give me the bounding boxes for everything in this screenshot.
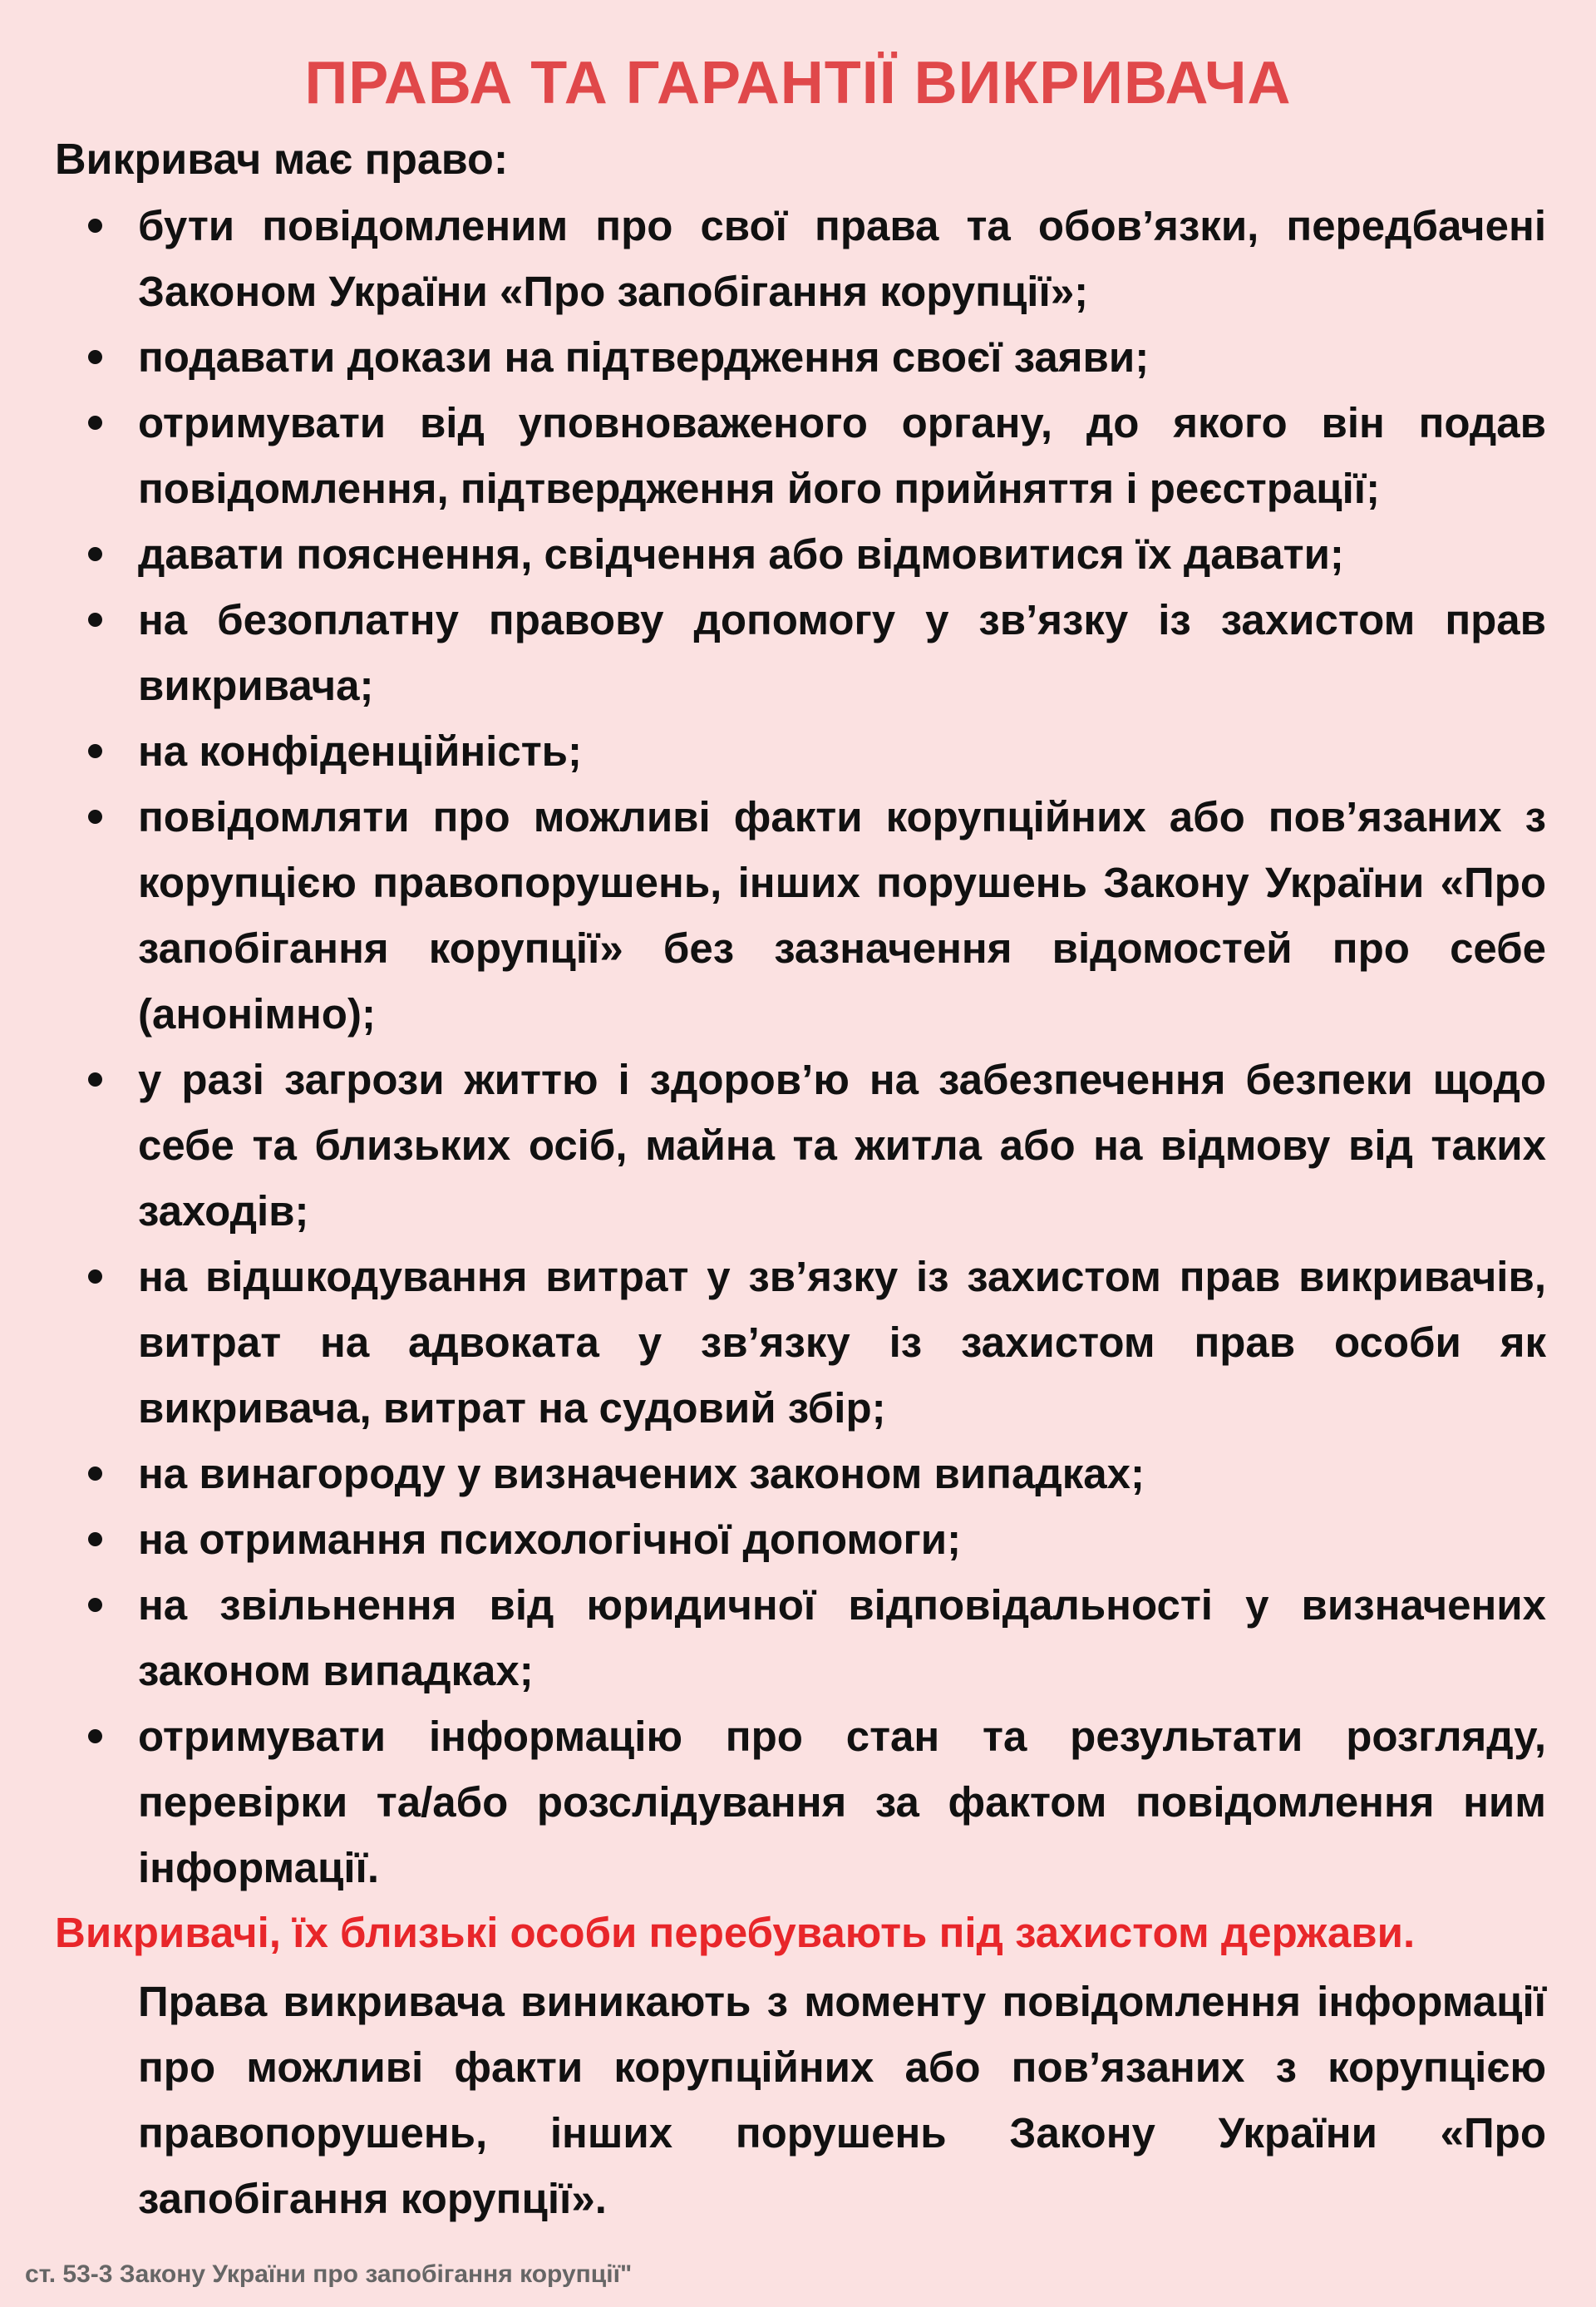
list-item bbox=[83, 718, 1546, 784]
list-item-text: на винагороду у визначених законом випадках; bbox=[138, 1450, 1145, 1497]
list-item bbox=[83, 324, 1546, 390]
list-item-text: повідомляти про можливі факти корупційних або пов’язаних з корупцією правопорушень, інших порушень Закону України «Про запобігання корупції» без зазначення відомостей про себе (анонімно); bbox=[138, 793, 1546, 1038]
bullet-icon bbox=[88, 613, 102, 627]
list-item-text: отримувати від уповноваженого органу, до якого він подав повідомлення, підтвердження його прийняття і реєстрації; bbox=[138, 399, 1546, 512]
list-item-text: на конфіденційність; bbox=[138, 727, 583, 775]
bullet-icon bbox=[88, 1072, 102, 1087]
list-item bbox=[83, 587, 1546, 718]
bullet-icon bbox=[88, 219, 102, 233]
list-item-text: отримувати інформацію про стан та результати розгляду, перевірки та/або розслідування за фактом повідомлення ним інформації. bbox=[138, 1713, 1546, 1891]
list-item-text: давати пояснення, свідчення або відмовитися їх давати; bbox=[138, 530, 1344, 578]
bullet-icon bbox=[88, 1269, 102, 1284]
rights-intro: Викривач має право: bbox=[55, 136, 509, 184]
bullet-icon bbox=[88, 416, 102, 430]
list-item-text: бути повідомленим про свої права та обов’язки, передбачені Законом України «Про запобігання корупції»; bbox=[138, 202, 1546, 315]
list-item-text: у разі загрози життю і здоров’ю на забезпечення безпеки щодо себе та близьких осіб, майна та житла або на відмову від таких заходів; bbox=[138, 1056, 1546, 1235]
footer-source-note: ст. 53-3 Закону України про запобігання корупції" bbox=[25, 2260, 633, 2288]
list-item bbox=[83, 1506, 1546, 1572]
list-item-text: подавати докази на підтвердження своєї заяви; bbox=[138, 333, 1150, 381]
list-item-text: на звільнення від юридичної відповідальності у визначених законом випадках; bbox=[138, 1581, 1546, 1694]
list-item bbox=[83, 1244, 1546, 1441]
protection-statement: Викривачі, їх близькі особи перебувають під захистом держави. bbox=[55, 1909, 1416, 1956]
bullet-icon bbox=[88, 744, 102, 758]
list-item bbox=[83, 1572, 1546, 1703]
bullet-icon bbox=[88, 810, 102, 824]
list-item-text: на відшкодування витрат у зв’язку із захистом прав викривачів, витрат на адвоката у зв’язку із захистом прав особи як викривача, витрат на судовий збір; bbox=[138, 1253, 1546, 1432]
list-item bbox=[83, 521, 1546, 587]
list-item-text: на отримання психологічної допомоги; bbox=[138, 1516, 962, 1563]
list-item bbox=[83, 784, 1546, 1047]
list-item-text: на безоплатну правову допомогу у зв’язку із захистом прав викривача; bbox=[138, 596, 1546, 709]
bullet-icon bbox=[88, 350, 102, 364]
list-item bbox=[83, 193, 1546, 324]
bullet-icon bbox=[88, 547, 102, 561]
rights-origin-paragraph: Права викривача виникають з моменту повідомлення інформації про можливі факти корупційних або пов’язаних з корупцією правопорушень, інших порушень Закону України «Про запобігання корупції». bbox=[138, 1978, 1546, 2222]
bullet-icon bbox=[88, 1729, 102, 1743]
rights-list bbox=[83, 193, 1546, 1900]
page-title: ПРАВА ТА ГАРАНТІЇ ВИКРИВАЧА bbox=[304, 50, 1292, 116]
bullet-icon bbox=[88, 1532, 102, 1546]
bullet-icon bbox=[88, 1598, 102, 1612]
bullet-icon bbox=[88, 1467, 102, 1481]
list-item bbox=[83, 1047, 1546, 1244]
list-item bbox=[83, 1703, 1546, 1900]
list-item bbox=[83, 1441, 1546, 1506]
list-item bbox=[83, 390, 1546, 521]
